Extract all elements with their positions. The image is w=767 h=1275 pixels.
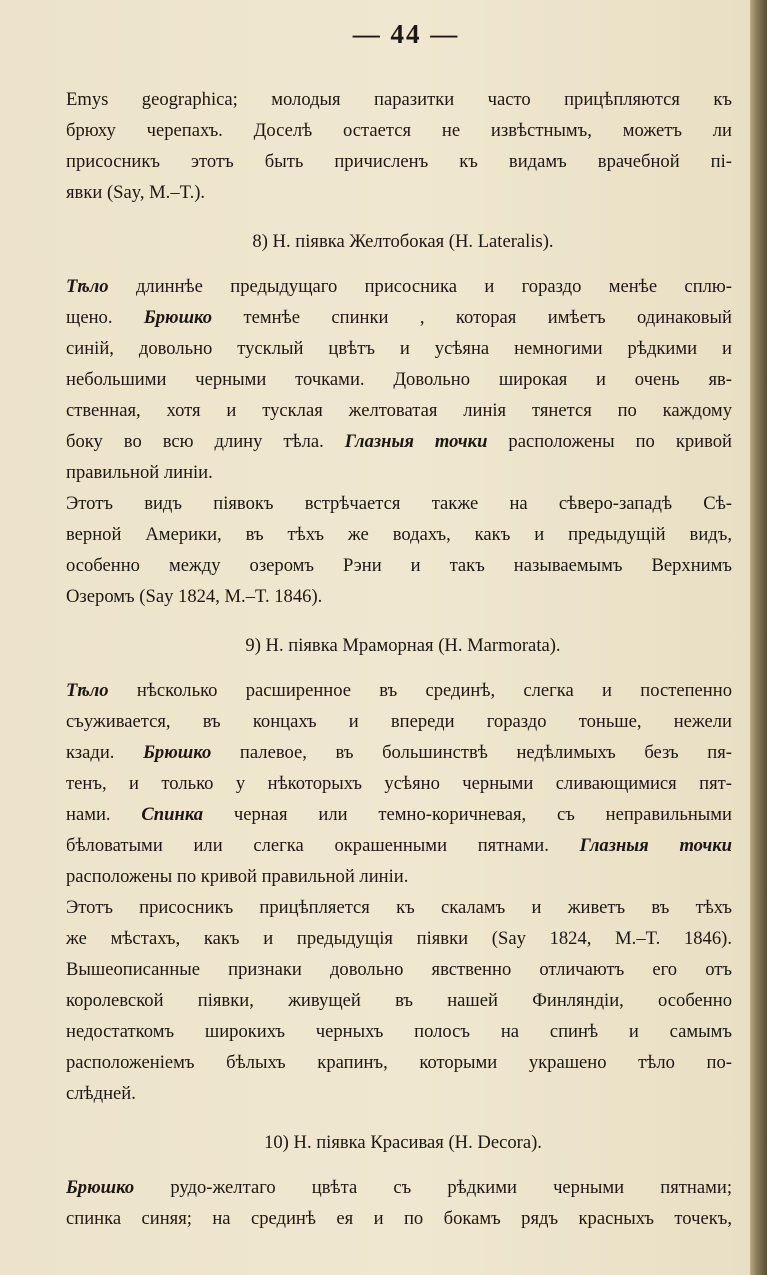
paragraph-description-8 (66, 271, 732, 488)
section-heading-9: 9) Н. піявка Мраморная (H. Marmorata). (245, 635, 561, 656)
emphasis: Тѣло (66, 276, 109, 297)
paragraph-continuation (66, 84, 732, 208)
text-line: королевской піявки, живущей въ нашей Финляндіи, особенно (66, 990, 732, 1011)
text-line: Этотъ присосникъ прицѣпляется къ скаламъ и живетъ въ тѣхъ (66, 897, 732, 918)
text-line: недостаткомъ широкихъ черныхъ полосъ на спинѣ и самымъ (66, 1021, 732, 1042)
text-line: тенъ, и только у нѣкоторыхъ усѣяно черными сливающимися пят- (66, 773, 732, 794)
page-edge-shadow (750, 0, 767, 1275)
text-line: расположеніемъ бѣлыхъ крапинъ, которыми украшено тѣло по- (66, 1052, 732, 1073)
text-line (66, 426, 732, 457)
text-line: правильной линіи. (66, 462, 213, 483)
text-line: спинка синяя; на срединѣ ея и по бокамъ рядъ красныхъ точекъ, (66, 1208, 732, 1229)
text-line (66, 799, 732, 830)
emphasis: Спинка (141, 804, 204, 825)
paragraph-habitat-9 (66, 892, 732, 1109)
text-line: Озеромъ (Say 1824, M.–T. 1846). (66, 586, 323, 607)
text-run: палевое, въ большинствѣ недѣлимыхъ безъ пя- (211, 742, 732, 763)
emphasis: Глазныя точки (579, 835, 732, 856)
text-line: присосникъ этотъ быть причисленъ къ видамъ врачебной пі- (66, 151, 732, 172)
text-line: небольшими черными точками. Довольно широкая и очень яв- (66, 369, 732, 390)
text-run: рудо-желтаго цвѣта съ рѣдкими черными пятнами; (134, 1177, 732, 1198)
paragraph-description-9 (66, 675, 732, 892)
emphasis: Брюшко (143, 307, 213, 328)
text-line (66, 830, 732, 861)
text-run: кзади. (66, 742, 144, 763)
section-heading-8: 8) Н. піявка Желтобокая (H. Lateralis). (252, 231, 554, 252)
section-heading-10: 10) Н. піявка Красивая (H. Decora). (264, 1132, 542, 1153)
text-line (66, 302, 732, 333)
text-run: длиннѣе предыдущаго присосника и гораздо менѣе сплю- (108, 276, 732, 297)
text-run: черная или темно-коричневая, съ неправильными (203, 804, 733, 825)
emphasis: Тѣло (66, 680, 109, 701)
text-run: бѣловатыми или слегка окрашенными пятнами. (66, 835, 580, 856)
emphasis: Брюшко (66, 1177, 135, 1198)
text-line: расположены по кривой правильной линіи. (66, 866, 409, 887)
page-number: — 44 — (352, 19, 460, 49)
text-line: слѣдней. (66, 1083, 136, 1104)
emphasis: Брюшко (143, 742, 212, 763)
text-line: синій, довольно тусклый цвѣтъ и усѣяна немногими рѣдкими и (66, 338, 732, 359)
text-line (66, 737, 732, 768)
text-line (66, 675, 732, 706)
text-run: щено. (66, 307, 144, 328)
text-run: боку во всю длину тѣла. (66, 431, 345, 452)
text-line: Этотъ видъ піявокъ встрѣчается также на сѣверо-западѣ Сѣ- (66, 493, 732, 514)
text-line: же мѣстахъ, какъ и предыдущія піявки (Say 1824, M.–T. 1846). (66, 928, 732, 949)
text-run: расположены по кривой (487, 431, 733, 452)
paragraph-description-10 (66, 1172, 732, 1234)
text-line: Вышеописанные признаки довольно явственно отличаютъ его отъ (66, 959, 732, 980)
text-line: явки (Say, M.–T.). (66, 182, 206, 203)
text-run: темнѣе спинки , которая имѣетъ одинаковый (212, 307, 732, 328)
text-run: нѣсколько расширенное въ срединѣ, слегка и постепенно (108, 680, 732, 701)
text-line: ственная, хотя и тусклая желтоватая линія тянется по каждому (66, 400, 732, 421)
emphasis: Глазныя точки (344, 431, 488, 452)
text-line: верной Америки, въ тѣхъ же водахъ, какъ и предыдущій видъ, (66, 524, 732, 545)
text-line (66, 1172, 732, 1203)
text-line: Emys geographica; молодыя паразитки часто прицѣпляются къ (66, 89, 732, 110)
text-run: нами. (66, 804, 142, 825)
text-line: съуживается, въ концахъ и впереди гораздо тоньше, нежели (66, 711, 732, 732)
text-line (66, 271, 732, 302)
text-line: брюху черепахъ. Доселѣ остается не извѣстнымъ, можетъ ли (66, 120, 732, 141)
text-line: особенно между озеромъ Рэни и такъ называемымъ Верхнимъ (66, 555, 732, 576)
paragraph-habitat-8 (66, 488, 732, 612)
